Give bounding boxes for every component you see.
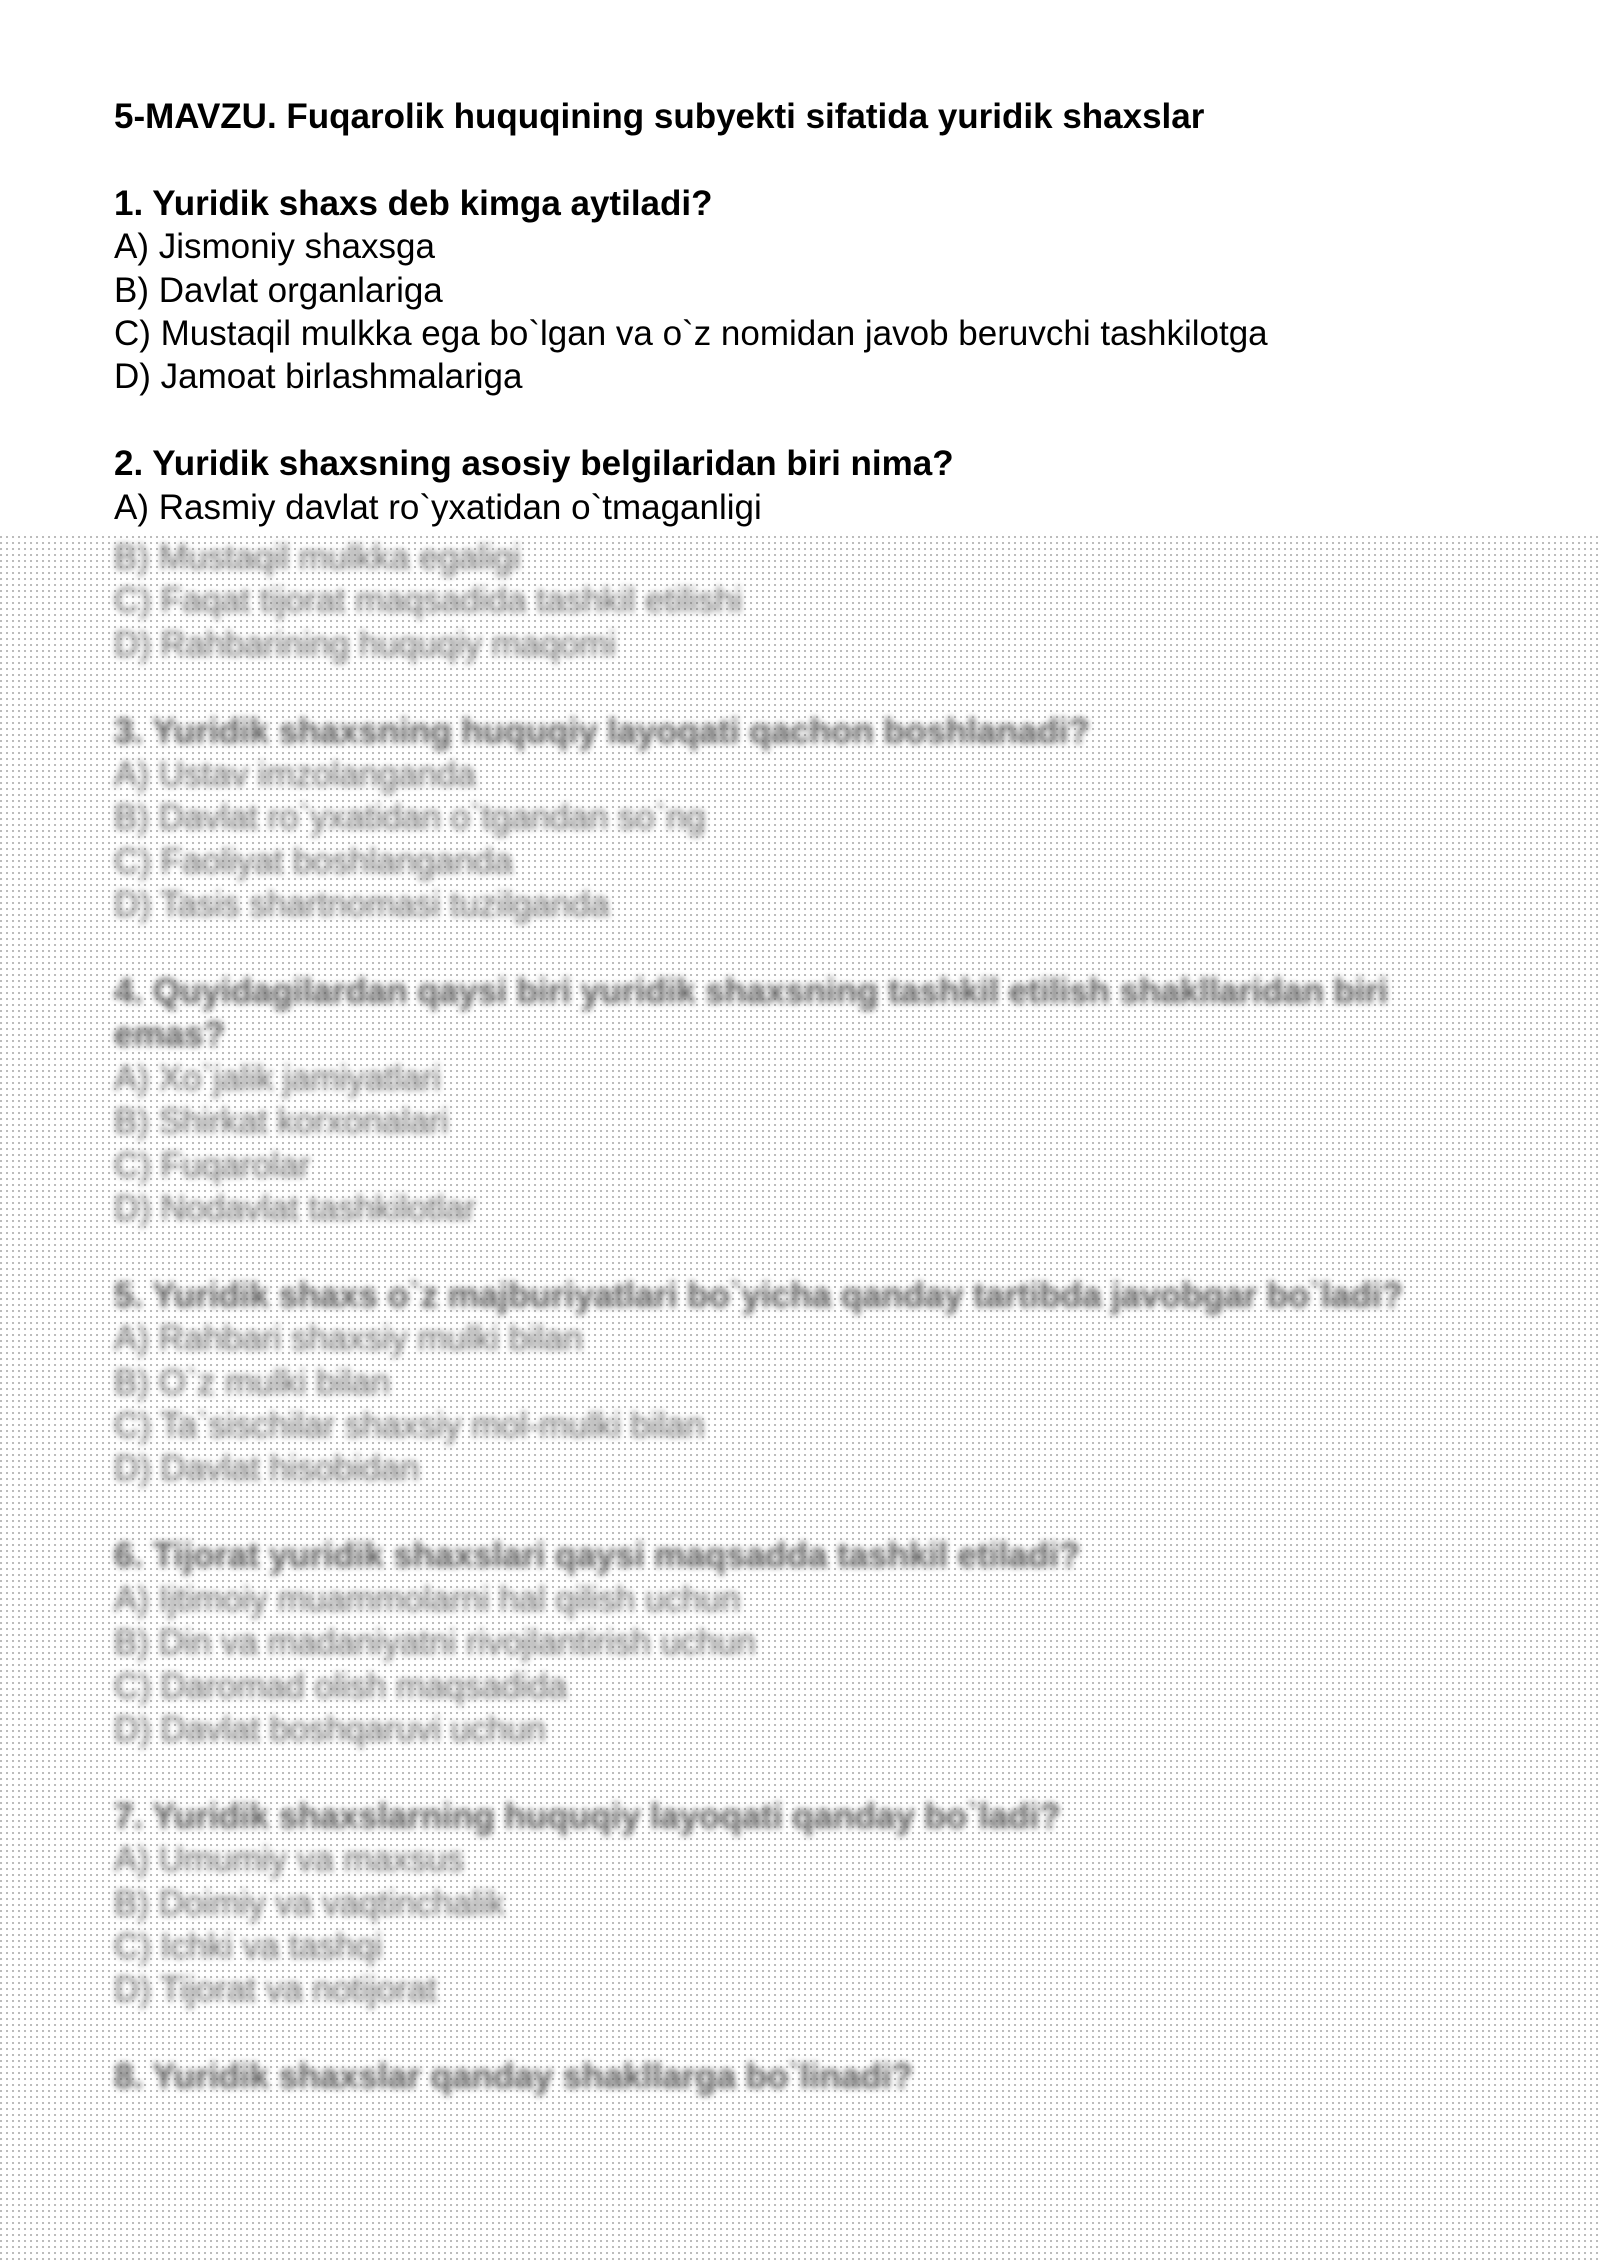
answer-option: C) Fuqarolar bbox=[114, 1145, 311, 1185]
answer-option: A) Umumiy va maxsus bbox=[114, 1840, 465, 1880]
question-text: 2. Yuridik shaxsning asosiy belgilaridan biri nima? bbox=[114, 444, 954, 484]
answer-option: A) Rasmiy davlat ro`yxatidan o`tmaganligi bbox=[114, 487, 762, 527]
answer-option: A) Ustav imzolanganda bbox=[114, 755, 476, 795]
answer-option: A) Ijtimoiy muammolarni hal qilish uchun bbox=[114, 1579, 741, 1619]
answer-option: C) Daromad olish maqsadida bbox=[114, 1666, 568, 1706]
page-title: 5-MAVZU. Fuqarolik huquqining subyekti sifatida yuridik shaxslar bbox=[114, 97, 1205, 136]
answer-option: D) Rahbarining huquqiy maqomi bbox=[114, 624, 616, 664]
question-block bbox=[114, 1534, 1494, 1751]
answer-option: A) Xo`jalik jamiyatlari bbox=[114, 1058, 441, 1098]
question-block bbox=[114, 442, 1514, 529]
answer-option: D) Jamoat birlashmalariga bbox=[114, 357, 523, 397]
answer-option: D) Davlat hisobidan bbox=[114, 1449, 420, 1489]
question-text: 5. Yuridik shaxs o`z majburiyatlari bo`yicha qanday tartibda javobgar bo`ladi? bbox=[114, 1275, 1403, 1315]
answer-option: B) O`z mulki bilan bbox=[114, 1362, 391, 1402]
answer-option: C) Faqat tijorat maqsadida tashkil etilishi bbox=[114, 581, 743, 621]
question-text: 8. Yuridik shaxslar qanday shakllarga bo`linadi? bbox=[114, 2057, 913, 2097]
answer-option: C) Ta`sischilar shaxsiy mol-mulki bilan bbox=[114, 1406, 705, 1446]
question-block bbox=[114, 1274, 1494, 1491]
answer-option: B) Din va madaniyatni rivojlantirish uchun bbox=[114, 1623, 756, 1663]
question-block bbox=[114, 1795, 1494, 2012]
question-text: 1. Yuridik shaxs deb kimga aytiladi? bbox=[114, 183, 713, 223]
question-text: 7. Yuridik shaxslarning huquqiy layoqati qanday bo`ladi? bbox=[114, 1796, 1061, 1836]
answer-option: B) Doimiy va vaqtinchalik bbox=[114, 1883, 505, 1923]
answer-option: C) Mustaqil mulkka ega bo`lgan va o`z nomidan javob beruvchi tashkilotga bbox=[114, 314, 1268, 354]
question-block bbox=[114, 970, 1494, 1230]
answer-option: D) Tasis shartnomasi tuzilganda bbox=[114, 885, 610, 925]
readable-section bbox=[114, 95, 1514, 529]
question-text: 3. Yuridik shaxsning huquqiy layoqati qachon boshlanadi? bbox=[114, 711, 1090, 751]
question-text: 4. Quyidagilardan qaysi biri yuridik shaxsning tashkil etilish shakllaridan biri emas? bbox=[114, 972, 1389, 1055]
answer-option: B) Shirkat korxonalari bbox=[114, 1102, 449, 1142]
spacer bbox=[114, 399, 1514, 442]
answer-option: A) Rahbari shaxsiy mulki bilan bbox=[114, 1319, 583, 1359]
spacer bbox=[114, 1751, 1494, 1794]
answer-option: B) Mustaqil mulkka egaligi bbox=[114, 538, 521, 577]
spacer bbox=[114, 1230, 1494, 1273]
answer-option: D) Tijorat va notijorat bbox=[114, 1970, 437, 2010]
question-block bbox=[114, 2055, 1494, 2098]
question-block bbox=[114, 182, 1514, 399]
obscured-content bbox=[114, 536, 1494, 2099]
answer-option: B) Davlat ro`yxatidan o`tgandan so`ng bbox=[114, 798, 706, 838]
question-block bbox=[114, 536, 1494, 666]
spacer bbox=[114, 1491, 1494, 1534]
answer-option: B) Davlat organlariga bbox=[114, 270, 443, 310]
answer-option: D) Nodavlat tashkilotlar bbox=[114, 1189, 476, 1229]
spacer bbox=[114, 927, 1494, 970]
spacer bbox=[114, 2012, 1494, 2055]
spacer bbox=[114, 138, 1514, 181]
answer-option: C) Ichki va tashqi bbox=[114, 1926, 383, 1966]
question-block bbox=[114, 710, 1494, 927]
question-text: 6. Tijorat yuridik shaxslari qaysi maqsadda tashkil etiladi? bbox=[114, 1536, 1081, 1576]
spacer bbox=[114, 666, 1494, 709]
answer-option: C) Faoliyat boshlanganda bbox=[114, 841, 513, 881]
answer-option: D) Davlat boshqaruvi uchun bbox=[114, 1709, 546, 1749]
answer-option: A) Jismoniy shaxsga bbox=[114, 227, 435, 267]
pixelated-overlay bbox=[0, 536, 1600, 2262]
